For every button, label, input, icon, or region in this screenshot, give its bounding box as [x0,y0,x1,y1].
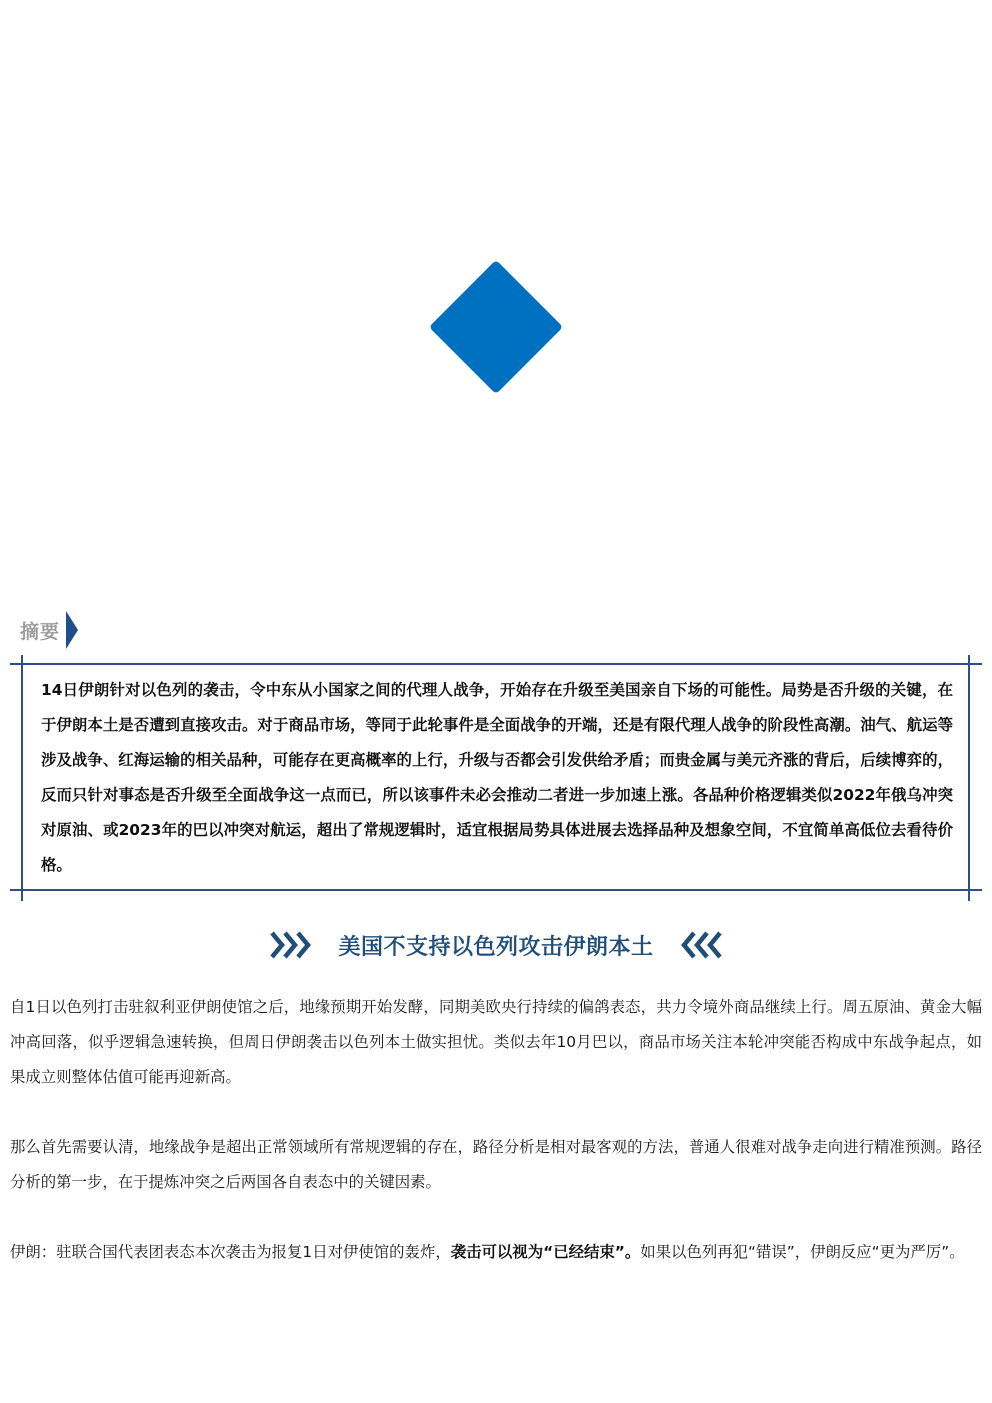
body-paragraph-3 [10,1235,982,1270]
abstract-box [10,663,982,890]
paragraph-3-tail: 如果以色列再犯“错误”，伊朗反应“更为严厉”。 [640,1243,965,1261]
paragraph-3-lead: 伊朗：驻联合国代表团表态本次袭击为报复1日对伊使馆的轰炸， [10,1243,451,1261]
abstract-label [20,612,78,648]
body-paragraph-2: 那么首先需要认清，地缘战争是超出正常领域所有常规逻辑的存在，路径分析是相对最客观的方法，普通人很难对战争走向进行精准预测。路径分析的第一步，在于提炼冲突之后两国各自表态中的关键因素。 [10,1138,982,1191]
abstract-label-text: 摘要 [20,620,61,643]
double-chevron-right-icon [270,929,314,961]
abstract-text: 14日伊朗针对以色列的袭击，令中东从小国家之间的代理人战争，开始存在升级至美国亲自下场的可能性。局势是否升级的关键，在于伊朗本土是否遭到直接攻击。对于商品市场，等同于此轮事件是全面战争的开端，还是有限代理人战争的阶段性高潮。油气、航运等涉及战争、红海运输的相关品种，可能存在更高概率的上行，升级与否都会引发供给矛盾；而贵金属与美元齐涨的背后，后续博弈的，反而只针对事态是否升级至全面战争这一点而已，所以该事件未必会推动二者进一步加速上涨。各品种价格逻辑类似2022年俄乌冲突对原油、或2023年的巴以冲突对航运，超出了常规逻辑时，适宜根据局势具体进展去选择品种及想象空间，不宜简单高低位去看待价格。 [41,681,953,874]
frame-bottom-line [10,889,982,891]
paragraph-3-emphasis: 袭击可以视为“已经结束”。 [450,1243,641,1261]
body-paragraph-1: 自1日以色列打击驻叙利亚伊朗使馆之后，地缘预期开始发酵，同期美欧央行持续的偏鸽表态，共力令境外商品继续上行。周五原油、黄金大幅冲高回落，似乎逻辑急速转换，但周日伊朗袭击以色列本土做实担忧。类似去年10月巴以，商品市场关注本轮冲突能否构成中东战争起点，如果成立则整体估值可能再迎新高。 [10,998,982,1086]
double-chevron-left-icon [678,929,722,961]
section-title: 美国不支持以色列攻击伊朗本土 [338,934,654,960]
frame-left-line [21,655,23,901]
section-heading [0,922,992,968]
chevron-right-icon [66,611,78,649]
diamond-icon [425,256,567,398]
frame-top-line [10,663,982,665]
cover-diamond-logo [425,256,567,398]
frame-right-line [968,655,970,901]
